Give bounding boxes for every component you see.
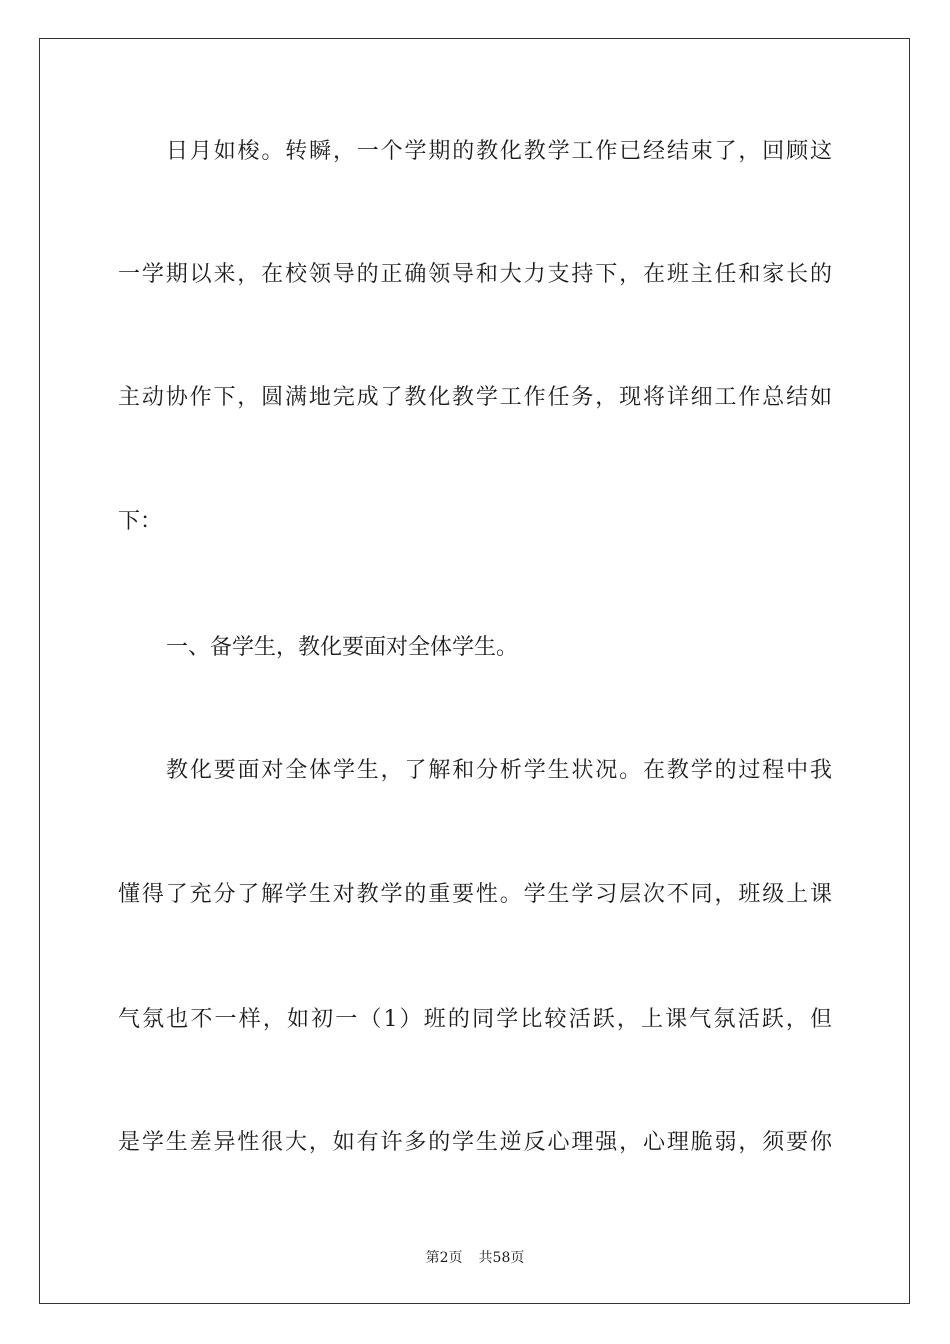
page-number: 第2页 (425, 1250, 463, 1266)
section-heading: 一、备学生，教化要面对全体学生。 (166, 635, 519, 660)
paragraph-line: 日月如梭。转瞬，一个学期的教化教学工作已经结束了，回顾这 (166, 139, 832, 164)
page-border (39, 38, 910, 1304)
paragraph-line: 下： (118, 509, 163, 534)
paragraph-line: 是学生差异性很大，如有许多的学生逆反心理强，心理脆弱，须要你 (118, 1130, 832, 1155)
page-total: 共58页 (478, 1250, 525, 1266)
paragraph-line: 懂得了充分了解学生对教学的重要性。学生学习层次不同，班级上课 (118, 882, 832, 907)
paragraph-line: 教化要面对全体学生，了解和分析学生状况。在教学的过程中我 (166, 758, 832, 783)
paragraph-line: 主动协作下，圆满地完成了教化教学工作任务，现将详细工作总结如 (118, 385, 832, 410)
paragraph-line: 一学期以来，在校领导的正确领导和大力支持下，在班主任和家长的 (118, 262, 832, 287)
paragraph-line: 气氛也不一样，如初一（1）班的同学比较活跃，上课气氛活跃，但 (118, 1007, 832, 1032)
page-footer (0, 1248, 950, 1268)
